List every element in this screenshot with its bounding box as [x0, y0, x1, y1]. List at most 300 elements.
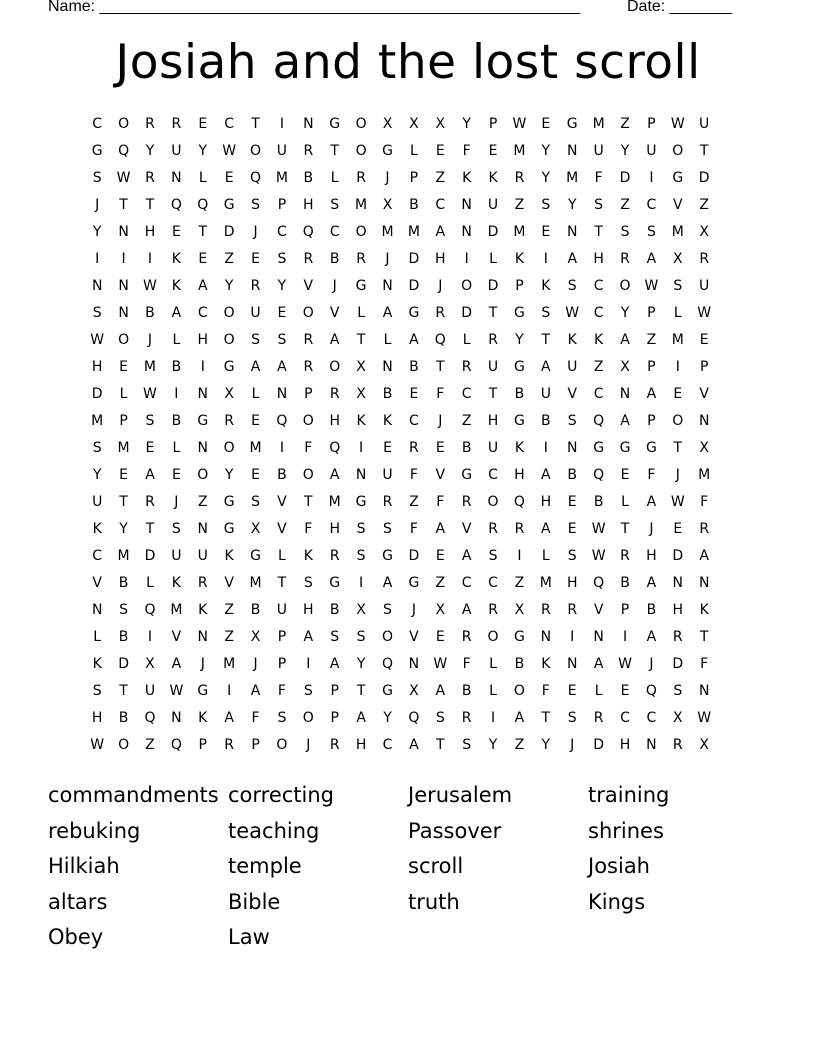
grid-letter: F	[462, 656, 471, 672]
grid-letter: L	[489, 683, 497, 699]
grid-letter: E	[198, 116, 208, 132]
grid-letter: N	[566, 440, 578, 456]
grid-letter: Y	[92, 224, 102, 240]
grid-letter: R	[593, 710, 604, 726]
grid-letter: R	[672, 629, 683, 645]
grid-letter: M	[539, 575, 552, 591]
grid-letter: E	[699, 332, 709, 348]
grid-letter: G	[514, 629, 525, 645]
grid-letter: L	[330, 170, 339, 186]
grid-letter: K	[356, 413, 366, 429]
grid-letter: Q	[593, 413, 605, 429]
grid-letter: U	[276, 143, 288, 159]
grid-letter: K	[171, 278, 181, 294]
word-list-item: Law	[228, 925, 270, 949]
grid-letter: L	[489, 251, 497, 267]
grid-letter: Z	[435, 170, 446, 186]
grid-letter: P	[119, 413, 128, 429]
word-list-item: scroll	[408, 854, 464, 878]
grid-letter: S	[92, 305, 102, 321]
grid-letter: G	[672, 170, 684, 186]
grid-letter: B	[171, 359, 182, 375]
grid-letter: K	[224, 548, 234, 564]
grid-letter: O	[355, 116, 367, 132]
grid-letter: J	[200, 656, 205, 672]
grid-letter: J	[253, 224, 258, 240]
grid-row	[84, 168, 732, 195]
grid-letter: O	[118, 116, 130, 132]
grid-letter: Q	[118, 143, 130, 159]
grid-letter: A	[593, 656, 604, 672]
grid-letter: L	[278, 548, 286, 564]
grid-letter: A	[435, 224, 446, 240]
grid-letter: U	[144, 683, 156, 699]
grid-letter: R	[145, 116, 155, 132]
grid-letter: P	[198, 737, 207, 753]
grid-letter: F	[700, 494, 709, 510]
grid-letter: F	[251, 710, 260, 726]
grid-letter: T	[435, 737, 445, 753]
grid-letter: Z	[197, 494, 208, 510]
grid-row	[84, 303, 732, 330]
grid-letter: L	[172, 440, 181, 456]
grid-letter: A	[409, 737, 419, 753]
grid-row	[84, 411, 732, 438]
grid-letter: B	[118, 629, 129, 645]
grid-row	[84, 357, 732, 384]
grid-letter: S	[92, 440, 102, 456]
grid-letter: Z	[699, 197, 709, 213]
grid-letter: B	[409, 359, 419, 375]
grid-letter: K	[699, 602, 709, 618]
word-list-item: teaching	[228, 818, 320, 843]
grid-letter: B	[646, 602, 657, 618]
grid-letter: Z	[224, 251, 234, 267]
grid-letter: C	[224, 116, 235, 132]
grid-letter: S	[646, 224, 656, 240]
grid-letter: E	[541, 116, 551, 132]
grid-letter: V	[593, 602, 604, 618]
grid-letter: E	[251, 467, 260, 483]
grid-letter: E	[171, 467, 181, 483]
grid-letter: Q	[645, 683, 657, 699]
grid-letter: Q	[302, 224, 314, 240]
grid-letter: E	[198, 251, 208, 267]
grid-letter: U	[382, 467, 393, 483]
grid-letter: G	[223, 197, 235, 213]
grid-letter: B	[514, 656, 525, 672]
grid-letter: O	[461, 278, 473, 294]
grid-letter: R	[488, 602, 498, 618]
grid-letter: S	[171, 521, 181, 537]
grid-letter: V	[699, 386, 709, 402]
grid-letter: Y	[92, 467, 102, 483]
word-list-item: Obey	[48, 925, 104, 949]
grid-letter: T	[304, 494, 313, 510]
grid-letter: D	[593, 737, 604, 753]
grid-letter: I	[306, 656, 311, 672]
grid-letter: R	[329, 386, 340, 402]
grid-letter: W	[591, 521, 606, 537]
grid-letter: P	[277, 656, 287, 672]
grid-letter: D	[672, 548, 684, 564]
grid-letter: W	[670, 494, 685, 510]
grid-letter: J	[253, 656, 258, 672]
grid-letter: P	[330, 710, 339, 726]
word-list-item: Passover	[408, 818, 502, 843]
grid-letter: P	[647, 116, 656, 132]
grid-letter: D	[487, 224, 499, 240]
grid-letter: D	[619, 170, 631, 186]
grid-letter: S	[277, 251, 287, 267]
grid-letter: Z	[514, 197, 525, 213]
grid-letter: V	[567, 386, 578, 402]
grid-letter: K	[541, 656, 551, 672]
grid-letter: W	[644, 278, 659, 294]
grid-letter: L	[673, 305, 682, 321]
grid-letter: Q	[408, 710, 420, 726]
grid-letter: Z	[409, 494, 419, 510]
grid-letter: C	[92, 548, 103, 564]
grid-letter: H	[197, 332, 209, 348]
grid-letter: J	[385, 251, 390, 267]
grid-letter: G	[408, 575, 420, 591]
grid-letter: F	[304, 521, 313, 537]
grid-letter: N	[593, 629, 604, 645]
grid-letter: G	[197, 413, 209, 429]
grid-letter: R	[303, 359, 314, 375]
grid-letter: K	[198, 602, 208, 618]
grid-letter: E	[567, 521, 577, 537]
grid-letter: Q	[513, 494, 525, 510]
grid-letter: E	[251, 413, 260, 429]
grid-letter: P	[251, 737, 260, 753]
grid-letter: J	[649, 521, 654, 537]
grid-letter: M	[513, 224, 526, 240]
grid-letter: E	[488, 143, 498, 159]
grid-letter: C	[435, 197, 446, 213]
grid-letter: J	[570, 737, 575, 753]
grid-letter: R	[356, 251, 366, 267]
grid-letter: I	[147, 629, 153, 645]
grid-letter: N	[540, 629, 552, 645]
grid-letter: H	[303, 197, 314, 213]
grid-letter: S	[303, 683, 313, 699]
grid-letter: C	[382, 737, 393, 753]
grid-letter: G	[514, 305, 525, 321]
grid-letter: A	[541, 521, 551, 537]
grid-letter: M	[249, 575, 262, 591]
grid-letter: B	[250, 602, 261, 618]
grid-letter: R	[356, 170, 366, 186]
grid-letter: W	[143, 278, 157, 294]
grid-letter: G	[223, 494, 235, 510]
grid-letter: W	[433, 656, 448, 672]
grid-letter: Z	[514, 737, 525, 753]
grid-letter: I	[359, 575, 364, 591]
grid-letter: R	[461, 494, 472, 510]
grid-letter: T	[620, 521, 630, 537]
grid-letter: F	[462, 143, 471, 159]
grid-letter: R	[461, 359, 472, 375]
grid-letter: M	[566, 170, 579, 186]
grid-letter: E	[171, 224, 181, 240]
word-list-item: temple	[228, 854, 302, 878]
grid-letter: C	[593, 305, 604, 321]
grid-letter: G	[223, 359, 235, 375]
grid-letter: T	[119, 494, 128, 510]
grid-row	[84, 546, 732, 573]
grid-letter: R	[620, 548, 630, 564]
grid-letter: J	[438, 413, 443, 429]
grid-letter: Y	[541, 143, 551, 159]
grid-letter: X	[435, 116, 446, 132]
grid-letter: A	[224, 710, 234, 726]
grid-letter: O	[355, 143, 367, 159]
grid-letter: M	[143, 359, 157, 375]
grid-letter: T	[198, 224, 208, 240]
grid-letter: D	[223, 224, 235, 240]
grid-letter: C	[408, 413, 419, 429]
grid-letter: Q	[276, 413, 288, 429]
grid-letter: X	[356, 359, 366, 375]
grid-letter: T	[699, 143, 709, 159]
grid-letter: O	[302, 305, 314, 321]
grid-letter: N	[672, 575, 684, 591]
grid-letter: R	[224, 413, 235, 429]
grid-letter: K	[594, 332, 604, 348]
grid-letter: F	[409, 467, 418, 483]
grid-letter: A	[329, 332, 340, 348]
grid-letter: E	[620, 683, 630, 699]
grid-letter: T	[673, 440, 683, 456]
grid-letter: F	[541, 683, 550, 699]
grid-letter: Z	[646, 332, 657, 348]
grid-letter: X	[382, 116, 393, 132]
grid-letter: C	[277, 224, 287, 240]
grid-letter: A	[646, 251, 657, 267]
grid-letter: N	[197, 629, 208, 645]
grid-letter: Y	[462, 116, 471, 132]
grid-letter: S	[383, 602, 392, 618]
grid-letter: K	[382, 413, 393, 429]
word-list-item: training	[588, 783, 670, 807]
grid-letter: E	[673, 386, 683, 402]
grid-letter: W	[618, 656, 632, 672]
grid-letter: S	[356, 521, 366, 537]
grid-letter: X	[250, 521, 261, 537]
grid-letter: H	[619, 737, 631, 753]
grid-letter: S	[330, 197, 340, 213]
grid-letter: T	[119, 197, 128, 213]
grid-letter: I	[279, 440, 284, 456]
grid-letter: O	[487, 629, 499, 645]
grid-letter: V	[277, 494, 287, 510]
grid-letter: A	[171, 656, 182, 672]
grid-letter: R	[435, 305, 446, 321]
grid-letter: X	[699, 440, 709, 456]
grid-letter: M	[170, 602, 183, 618]
grid-letter: K	[567, 332, 577, 348]
grid-letter: K	[198, 710, 208, 726]
grid-letter: M	[275, 170, 288, 186]
grid-letter: U	[250, 305, 261, 321]
grid-letter: C	[461, 575, 472, 591]
grid-letter: H	[646, 548, 657, 564]
grid-letter: C	[461, 386, 472, 402]
grid-letter: S	[251, 197, 260, 213]
grid-letter: V	[224, 575, 234, 591]
grid-letter: V	[673, 197, 683, 213]
grid-letter: P	[647, 305, 656, 321]
grid-letter: L	[172, 332, 181, 348]
grid-row	[84, 249, 732, 276]
grid-letter: H	[487, 413, 499, 429]
grid-letter: U	[487, 359, 499, 375]
grid-letter: I	[464, 251, 469, 267]
grid-letter: L	[409, 143, 418, 159]
grid-letter: Q	[144, 602, 156, 618]
grid-letter: O	[302, 710, 314, 726]
grid-letter: M	[91, 413, 104, 429]
grid-letter: A	[620, 413, 630, 429]
grid-letter: H	[144, 224, 156, 240]
grid-letter: I	[490, 710, 496, 726]
grid-letter: S	[541, 305, 551, 321]
grid-letter: P	[277, 197, 287, 213]
grid-letter: H	[514, 467, 525, 483]
grid-letter: I	[359, 440, 364, 456]
grid-letter: B	[171, 413, 182, 429]
grid-letter: P	[304, 386, 313, 402]
grid-letter: W	[169, 683, 184, 699]
grid-letter: S	[277, 332, 287, 348]
grid-letter: Q	[381, 656, 393, 672]
grid-letter: B	[303, 170, 314, 186]
grid-letter: O	[118, 332, 130, 348]
grid-letter: G	[382, 548, 393, 564]
grid-letter: X	[224, 386, 234, 402]
grid-letter: Z	[224, 602, 234, 618]
grid-row	[84, 627, 732, 654]
grid-letter: A	[356, 710, 366, 726]
grid-letter: T	[541, 710, 551, 726]
grid-letter: V	[409, 629, 419, 645]
grid-letter: E	[119, 467, 129, 483]
grid-letter: T	[435, 359, 445, 375]
grid-letter: A	[250, 683, 261, 699]
grid-letter: D	[487, 278, 499, 294]
grid-letter: L	[119, 386, 128, 402]
grid-letter: J	[332, 278, 337, 294]
grid-letter: B	[382, 386, 393, 402]
grid-letter: B	[461, 440, 472, 456]
grid-letter: X	[356, 386, 366, 402]
grid-letter: M	[698, 467, 711, 483]
grid-letter: E	[567, 683, 577, 699]
grid-letter: M	[671, 332, 684, 348]
grid-letter: Y	[541, 737, 551, 753]
grid-letter: R	[699, 521, 710, 537]
grid-letter: S	[567, 413, 577, 429]
grid-letter: R	[171, 116, 182, 132]
grid-row	[84, 573, 732, 600]
grid-letter: R	[303, 251, 314, 267]
grid-letter: S	[673, 683, 683, 699]
word-list-item: Josiah	[588, 854, 650, 878]
grid-row	[84, 492, 732, 519]
grid-letter: N	[118, 305, 129, 321]
word-list-item: rebuking	[48, 818, 141, 843]
word-list-item: Hilkiah	[48, 854, 120, 878]
grid-letter: O	[329, 359, 341, 375]
grid-letter: H	[435, 251, 446, 267]
grid-letter: E	[567, 494, 577, 510]
grid-letter: M	[407, 224, 420, 240]
grid-letter: R	[567, 602, 578, 618]
grid-letter: K	[541, 278, 551, 294]
grid-row	[84, 654, 732, 681]
grid-letter: S	[330, 629, 340, 645]
grid-letter: N	[91, 602, 103, 618]
grid-letter: I	[649, 170, 654, 186]
grid-letter: H	[593, 251, 604, 267]
grid-letter: V	[461, 521, 472, 537]
grid-row	[84, 600, 732, 627]
grid-row	[84, 465, 732, 492]
grid-letter: G	[514, 413, 525, 429]
grid-letter: W	[697, 305, 712, 321]
grid-letter: A	[646, 386, 657, 402]
grid-letter: V	[435, 467, 446, 483]
grid-letter: V	[171, 629, 182, 645]
grid-letter: U	[487, 197, 499, 213]
word-list	[48, 781, 808, 959]
grid-letter: N	[118, 224, 129, 240]
grid-letter: N	[197, 521, 208, 537]
grid-letter: I	[279, 116, 284, 132]
grid-letter: W	[697, 710, 712, 726]
grid-letter: N	[197, 386, 208, 402]
word-list-item: commandments	[48, 783, 219, 807]
grid-letter: S	[488, 548, 498, 564]
grid-letter: W	[143, 386, 157, 402]
grid-letter: A	[461, 602, 472, 618]
grid-letter: E	[383, 440, 392, 456]
grid-letter: G	[514, 359, 525, 375]
grid-letter: U	[567, 359, 578, 375]
grid-letter: U	[171, 548, 182, 564]
grid-letter: B	[329, 251, 340, 267]
grid-letter: F	[277, 683, 286, 699]
grid-letter: H	[329, 413, 340, 429]
grid-letter: B	[145, 305, 155, 321]
grid-letter: R	[514, 521, 525, 537]
grid-letter: U	[646, 143, 657, 159]
grid-letter: P	[647, 359, 656, 375]
grid-letter: H	[91, 710, 103, 726]
grid-letter: E	[251, 251, 260, 267]
grid-letter: R	[461, 629, 472, 645]
grid-row	[84, 141, 732, 168]
grid-letter: B	[593, 494, 604, 510]
grid-letter: X	[699, 224, 709, 240]
grid-letter: I	[147, 251, 153, 267]
grid-letter: I	[200, 359, 205, 375]
grid-letter: D	[408, 251, 420, 267]
grid-letter: T	[356, 683, 366, 699]
grid-letter: D	[118, 656, 129, 672]
